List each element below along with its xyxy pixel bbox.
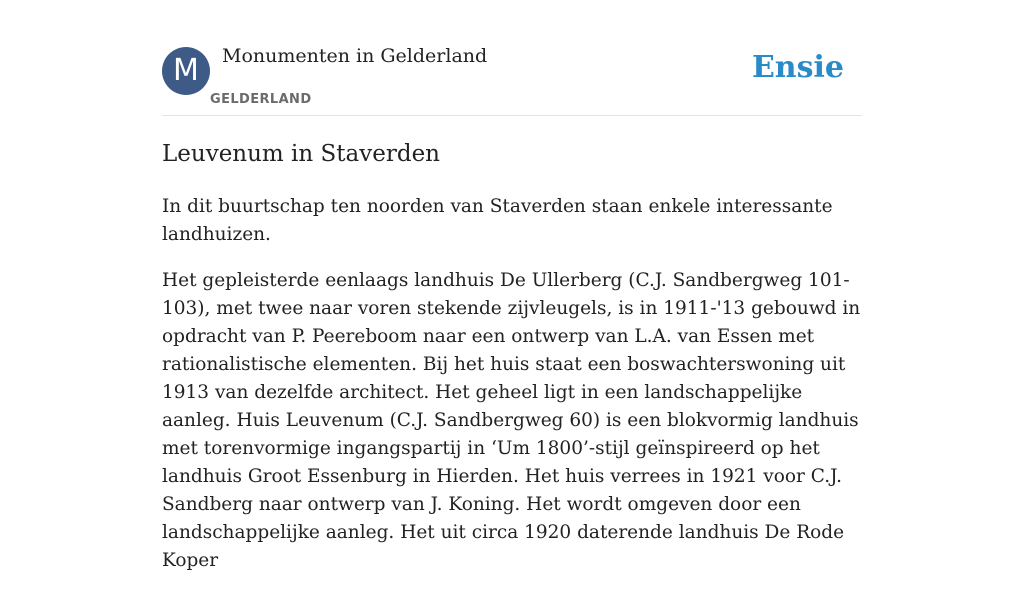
category-label[interactable]: GELDERLAND [210,92,312,107]
blog-title[interactable]: Monumenten in Gelderland [222,45,488,67]
article-paragraph: In dit buurtschap ten noorden van Staverden staan enkele interessante landhuizen. [162,196,833,245]
header [162,0,862,116]
brand-logo[interactable]: Ensie [751,50,844,85]
article [162,138,864,593]
article-title: Leuvenum in Staverden [162,141,440,167]
article-paragraph: Het gepleisterde eenlaags landhuis De Ullerberg (C.J. Sandbergweg 101-103), met twee naar voren stekende zijvleugels, is in 1911-'13 gebouwd in opdracht van P. Peereboom naar een ontwerp van L.A. van Essen met rationalistische elementen. Bij het huis staat een boswachterswoning uit 1913 van dezelfde architect. Het geheel ligt in een landschappelijke aanleg. Huis Leuvenum (C.J. Sandbergweg 60) is een blokvormig landhuis met torenvormige ingangspartij in ‘Um 1800’-stijl geïnspireerd op het landhuis Groot Essenburg in Hierden. Het huis verrees in 1921 voor C.J. Sandberg naar ontwerp van J. Koning. Het wordt omgeven door een landschappelijke aanleg. Het uit circa 1920 daterende landhuis De Rode Koper [162,270,861,571]
avatar[interactable]: M [162,47,210,95]
